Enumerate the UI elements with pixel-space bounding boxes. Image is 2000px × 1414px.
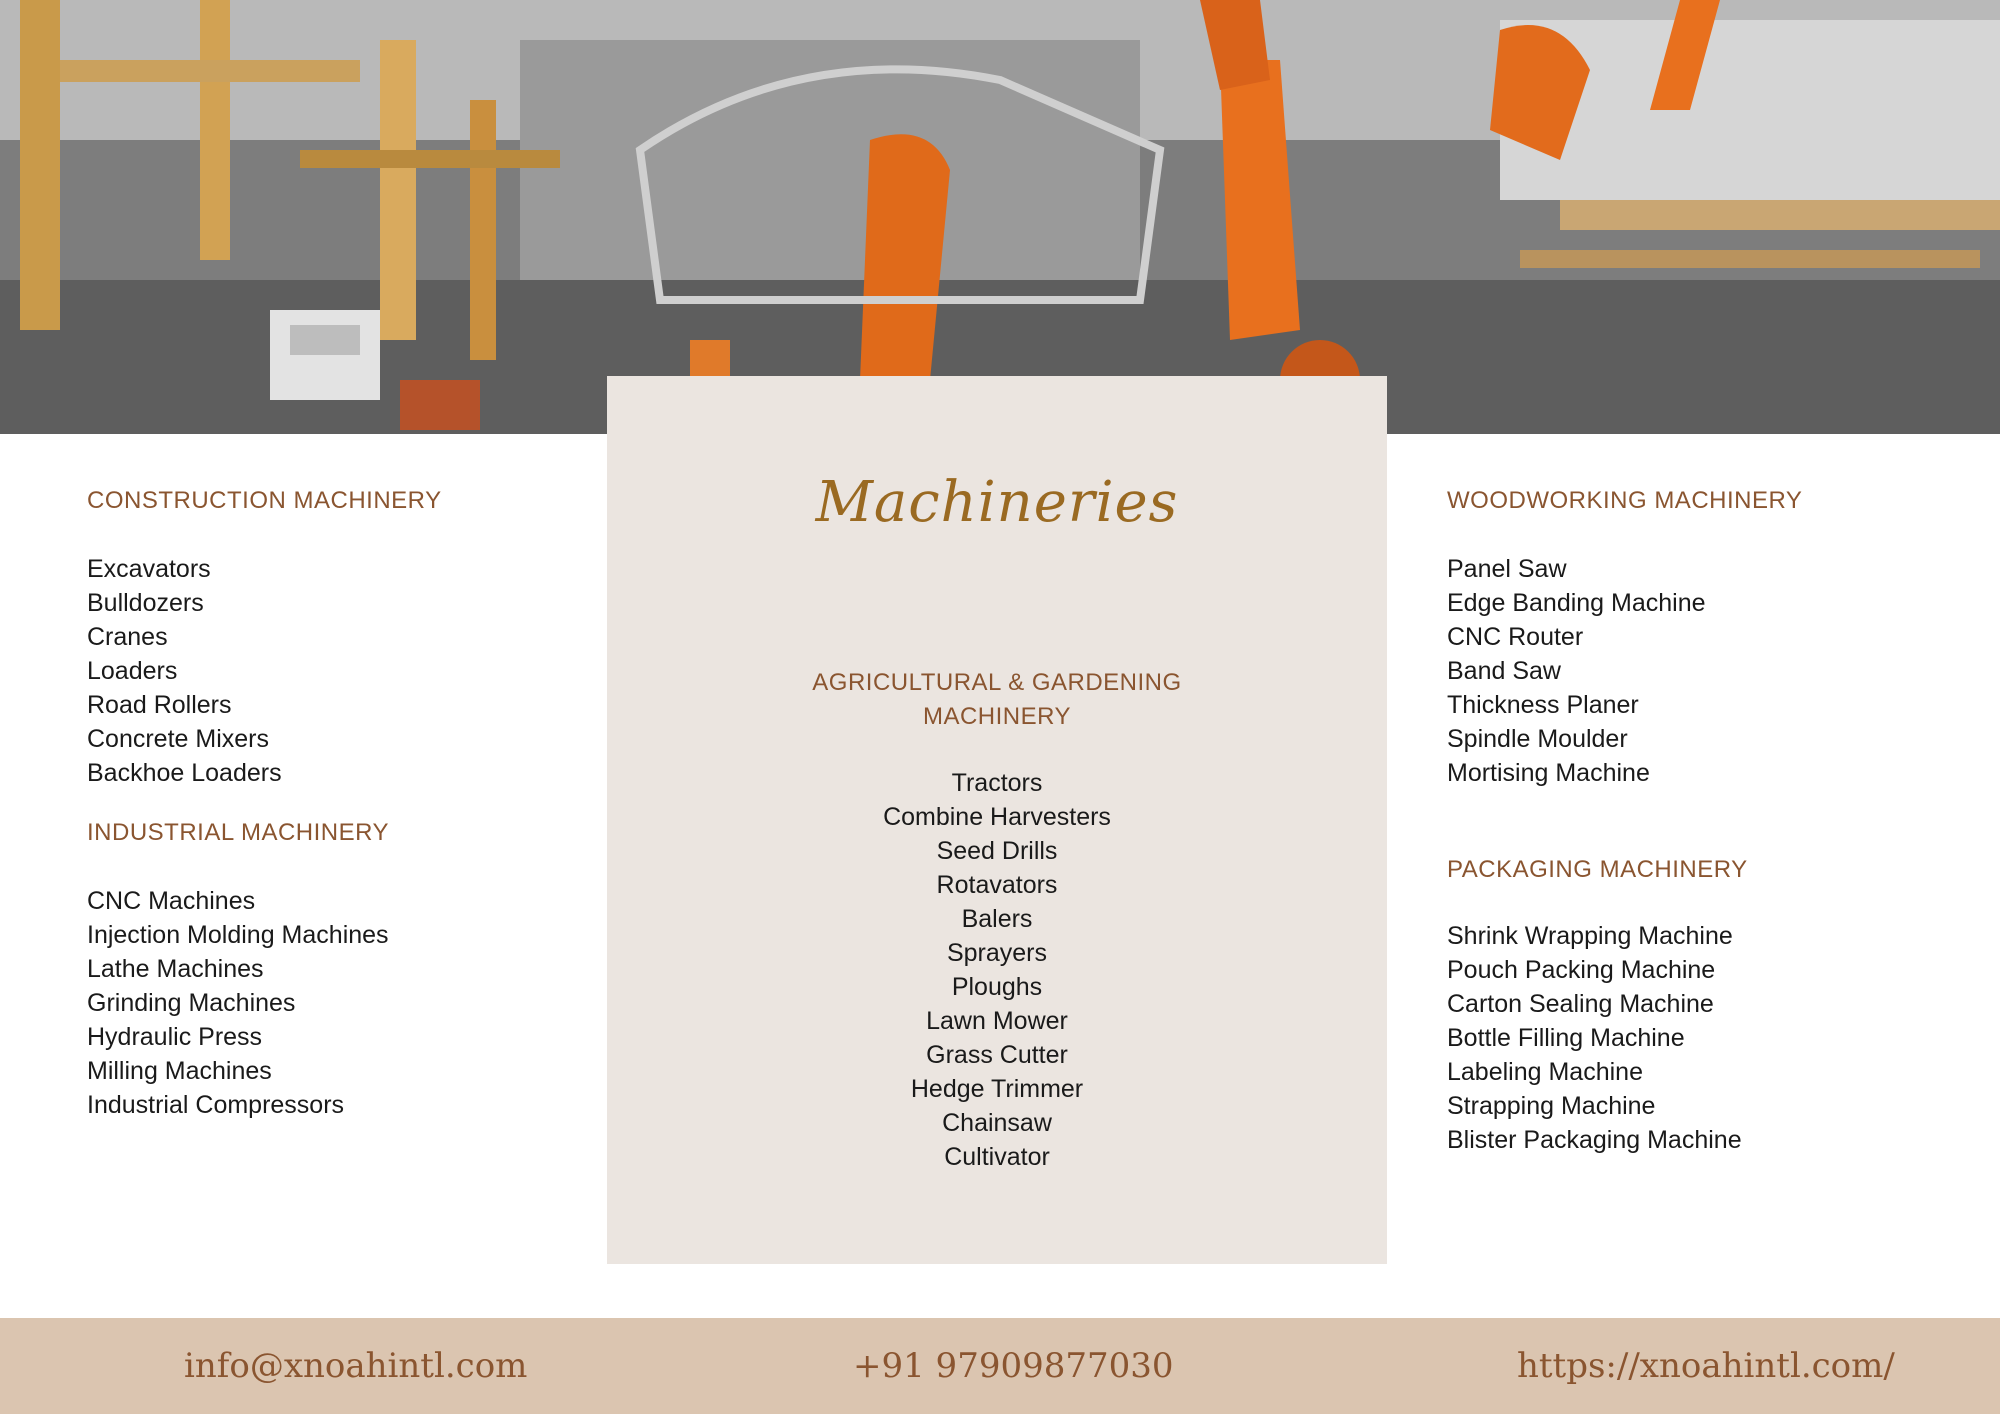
list-item: Shrink Wrapping Machine: [1447, 922, 1733, 950]
construction-section: [87, 484, 587, 790]
list-item: Strapping Machine: [1447, 1092, 1656, 1120]
list-item: Hydraulic Press: [87, 1023, 263, 1051]
list-item: Tractors: [951, 769, 1043, 797]
list-item: Panel Saw: [1447, 555, 1567, 583]
list-item: Seed Drills: [936, 837, 1058, 865]
list-item: Thickness Planer: [1447, 691, 1639, 719]
list-item: Bulldozers: [87, 589, 204, 617]
construction-list: [87, 552, 587, 790]
footer-email-link[interactable]: info@xnoahintl.com: [184, 1346, 528, 1386]
agricultural-heading: AGRICULTURAL & GARDENING MACHINERY: [812, 669, 1182, 730]
agricultural-list: [607, 766, 1387, 1174]
packaging-list: [1447, 919, 1967, 1157]
agricultural-section: [607, 666, 1387, 1174]
panel-fade-overlay: [607, 376, 1387, 434]
footer-bar: [0, 1318, 2000, 1414]
packaging-heading: PACKAGING MACHINERY: [1447, 856, 1748, 883]
list-item: Cultivator: [944, 1143, 1050, 1171]
list-item: Grass Cutter: [926, 1041, 1068, 1069]
list-item: Carton Sealing Machine: [1447, 990, 1714, 1018]
footer-website-link[interactable]: https://xnoahintl.com/: [1517, 1346, 1895, 1386]
list-item: Blister Packaging Machine: [1447, 1126, 1742, 1154]
list-item: Rotavators: [936, 871, 1058, 899]
list-item: CNC Router: [1447, 623, 1584, 651]
list-item: Concrete Mixers: [87, 725, 269, 753]
packaging-section: [1447, 853, 1967, 1157]
page-title: Machineries: [815, 470, 1179, 535]
hero-illustration: [0, 0, 2000, 434]
construction-heading: CONSTRUCTION MACHINERY: [87, 487, 442, 514]
list-item: Lathe Machines: [87, 955, 264, 983]
hero-factory-image: [0, 0, 2000, 434]
woodworking-section: [1447, 484, 1967, 790]
list-item: Sprayers: [946, 939, 1048, 967]
list-item: Spindle Moulder: [1447, 725, 1628, 753]
list-item: CNC Machines: [87, 887, 256, 915]
list-item: Hedge Trimmer: [910, 1075, 1084, 1103]
list-item: Loaders: [87, 657, 178, 685]
list-item: Industrial Compressors: [87, 1091, 345, 1119]
list-item: Cranes: [87, 623, 168, 651]
list-item: Pouch Packing Machine: [1447, 956, 1716, 984]
list-item: Injection Molding Machines: [87, 921, 389, 949]
list-item: Lawn Mower: [926, 1007, 1068, 1035]
list-item: Ploughs: [951, 973, 1043, 1001]
woodworking-heading: WOODWORKING MACHINERY: [1447, 487, 1803, 514]
list-item: Grinding Machines: [87, 989, 296, 1017]
footer-phone-link[interactable]: +91 97909877030: [853, 1346, 1174, 1386]
list-item: Combine Harvesters: [883, 803, 1111, 831]
industrial-heading: INDUSTRIAL MACHINERY: [87, 819, 390, 846]
industrial-list: [87, 884, 587, 1122]
list-item: Balers: [961, 905, 1033, 933]
list-item: Mortising Machine: [1447, 759, 1650, 787]
list-item: Bottle Filling Machine: [1447, 1024, 1685, 1052]
list-item: Band Saw: [1447, 657, 1561, 685]
list-item: Road Rollers: [87, 691, 232, 719]
list-item: Excavators: [87, 555, 211, 583]
list-item: Edge Banding Machine: [1447, 589, 1706, 617]
left-column: [87, 484, 587, 790]
list-item: Labeling Machine: [1447, 1058, 1643, 1086]
woodworking-list: [1447, 552, 1967, 790]
list-item: Backhoe Loaders: [87, 759, 282, 787]
list-item: Chainsaw: [942, 1109, 1052, 1137]
industrial-section: [87, 816, 587, 1122]
list-item: Milling Machines: [87, 1057, 272, 1085]
